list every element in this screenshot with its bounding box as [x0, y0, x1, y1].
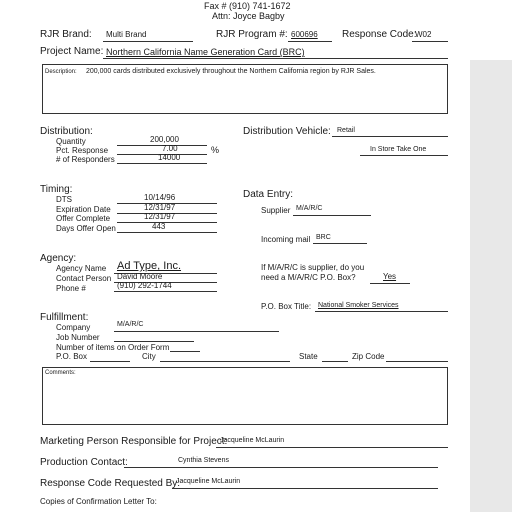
dts-label: DTS [56, 195, 72, 204]
response-code-label: Response Code: [342, 29, 417, 40]
pct-response-value: 7.00 [162, 144, 178, 153]
fulfillment-title: Fulfillment: [40, 312, 89, 323]
city-label: City [142, 352, 156, 361]
expiration-label: Expiration Date [56, 205, 111, 214]
requested-by-label: Response Code Requested By: [40, 478, 181, 489]
items-label: Number of items on Order Form [56, 343, 170, 352]
days-open-label: Days Offer Open [56, 224, 116, 233]
distribution-vehicle-underline [332, 136, 448, 137]
project-name-label: Project Name: [40, 46, 104, 57]
comments-label: Comments: [45, 370, 76, 376]
production-contact-value: Cynthia Stevens [178, 457, 229, 464]
incoming-mail-underline [313, 243, 367, 244]
state-underline [322, 361, 348, 362]
phone-label: Phone # [56, 284, 86, 293]
fulfillment-pobox-underline [90, 361, 130, 362]
marketing-person-value: Jacqueline McLaurin [220, 437, 285, 444]
phone-value: (910) 292-1744 [117, 281, 172, 290]
offer-complete-underline [117, 222, 217, 223]
distribution-vehicle-value: Retail [337, 127, 355, 134]
pobox-answer-underline [370, 283, 410, 284]
fulfillment-pobox-label: P.O. Box [56, 352, 87, 361]
zip-code-underline [386, 361, 448, 362]
company-label: Company [56, 323, 91, 332]
responders-label: # of Responders [56, 155, 115, 164]
timing-title: Timing: [40, 184, 73, 195]
agency-name-label: Agency Name [56, 264, 107, 273]
brand-value: Multi Brand [106, 30, 147, 39]
description-label: Description: [45, 69, 77, 75]
response-code-underline [412, 41, 448, 42]
program-label: RJR Program #: [216, 29, 288, 40]
program-underline [288, 41, 332, 42]
offer-complete-label: Offer Complete [56, 214, 111, 223]
quantity-value: 200,000 [150, 135, 179, 144]
responders-value: 14000 [158, 153, 181, 162]
attention-line: Attn: Joyce Bagby [212, 11, 285, 21]
distribution-vehicle-label: Distribution Vehicle: [243, 126, 331, 137]
response-code-value: W02 [415, 30, 432, 39]
requested-by-value: Jacqueline McLaurin [176, 478, 241, 485]
brand-underline [103, 41, 193, 42]
brand-label: RJR Brand: [40, 29, 92, 40]
zip-code-label: Zip Code [352, 352, 385, 361]
job-number-underline [114, 341, 194, 342]
days-open-value: 443 [152, 222, 166, 231]
copies-label: Copies of Confirmation Letter To: [40, 497, 157, 506]
contact-person-value: David Moore [117, 272, 163, 281]
pct-unit: % [211, 145, 220, 155]
pobox-question-line-1: If M/A/R/C is supplier, do you [261, 263, 365, 272]
items-underline [170, 351, 200, 352]
production-contact-underline [124, 467, 438, 468]
distribution-detail-underline [360, 155, 448, 156]
responders-underline [117, 163, 207, 164]
fax-number: Fax # (910) 741-1672 [204, 1, 291, 11]
incoming-mail-value: BRC [316, 234, 331, 241]
dts-value: 10/14/96 [144, 193, 176, 202]
data-entry-title: Data Entry: [243, 189, 294, 200]
company-value: M/A/R/C [117, 321, 144, 328]
marketing-person-label: Marketing Person Responsible for Project: [40, 436, 228, 447]
incoming-mail-label: Incoming mail [261, 235, 311, 244]
production-contact-label: Production Contact: [40, 457, 128, 468]
program-value: 600696 [291, 30, 318, 39]
page-edge-shadow [470, 60, 512, 512]
description-text: 200,000 cards distributed exclusively throughout the Northern California region by RJR Sales. [86, 68, 376, 75]
distribution-title: Distribution: [40, 126, 93, 137]
pobox-question-line-2: need a M/A/R/C P.O. Box? [261, 273, 356, 282]
job-number-label: Job Number [56, 333, 100, 342]
pobox-title-value: National Smoker Services [318, 302, 399, 309]
city-underline [160, 361, 290, 362]
pct-response-label: Pct. Response [56, 146, 109, 155]
agency-title: Agency: [40, 253, 77, 264]
comments-box [42, 367, 448, 425]
quantity-label: Quantity [56, 137, 86, 146]
state-label: State [299, 352, 318, 361]
pobox-question-answer: Yes [383, 272, 397, 281]
offer-complete-value: 12/31/97 [144, 212, 176, 221]
expiration-value: 12/31/97 [144, 203, 176, 212]
requested-by-underline [172, 488, 438, 489]
project-name-underline [103, 58, 448, 59]
supplier-underline [293, 215, 371, 216]
project-name-value: Northern California Name Generation Card (BRC) [106, 47, 305, 57]
pobox-title-label: P.O. Box Title: [261, 302, 312, 311]
company-underline [114, 331, 279, 332]
contact-person-label: Contact Person [56, 274, 112, 283]
marketing-person-underline [216, 447, 448, 448]
supplier-value: M/A/R/C [296, 205, 323, 212]
distribution-vehicle-detail: In Store Take One [370, 146, 427, 153]
agency-name-value: Ad Type, Inc. [117, 260, 182, 272]
supplier-label: Supplier [261, 206, 291, 215]
phone-underline [114, 291, 217, 292]
days-open-underline [117, 232, 217, 233]
pobox-title-underline [315, 311, 448, 312]
